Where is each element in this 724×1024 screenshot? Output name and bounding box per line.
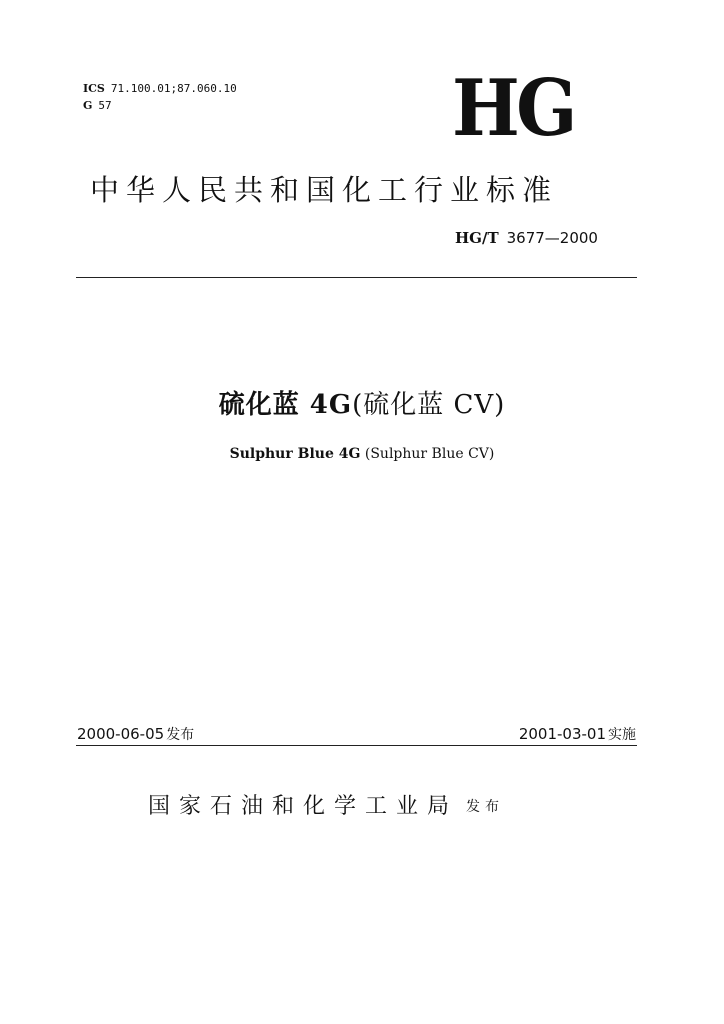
ccs-label: G [83, 99, 93, 112]
document-title-en-alt: (Sulphur Blue CV) [364, 446, 495, 462]
issuer-name: 国家石油和化学工业局 [148, 794, 459, 819]
ccs-line [83, 97, 237, 114]
issuer-action: 发布 [466, 799, 505, 815]
standard-number-value: 3677—2000 [506, 229, 598, 247]
document-title-en-main: Sulphur Blue 4G [229, 446, 361, 462]
footer-divider [76, 745, 637, 746]
implementation-date-value: 2001-03-01 [518, 725, 606, 743]
issuer [148, 791, 504, 823]
ccs-code: 57 [98, 99, 112, 112]
ics-line [83, 80, 237, 97]
classification-codes [83, 80, 237, 114]
ics-label: ICS [83, 82, 105, 95]
ics-code: 71.100.01;87.060.10 [110, 82, 237, 95]
implementation-label: 实施 [608, 727, 636, 743]
issue-label: 发布 [166, 727, 195, 743]
document-title-cn-alt: (硫化蓝 CV) [352, 390, 506, 420]
issue-date [77, 724, 194, 745]
hg-logo: HG [452, 63, 574, 154]
document-title-en [0, 444, 724, 464]
implementation-date [519, 724, 636, 745]
standard-number [455, 228, 598, 248]
document-title-cn-main: 硫化蓝 4G [218, 390, 353, 420]
document-title-cn [0, 385, 724, 425]
standard-number-prefix: HG/T [455, 229, 499, 247]
standard-title: 中华人民共和国化工行业标准 [90, 173, 559, 207]
header-divider [76, 277, 637, 278]
issue-date-value: 2000-06-05 [77, 725, 165, 743]
